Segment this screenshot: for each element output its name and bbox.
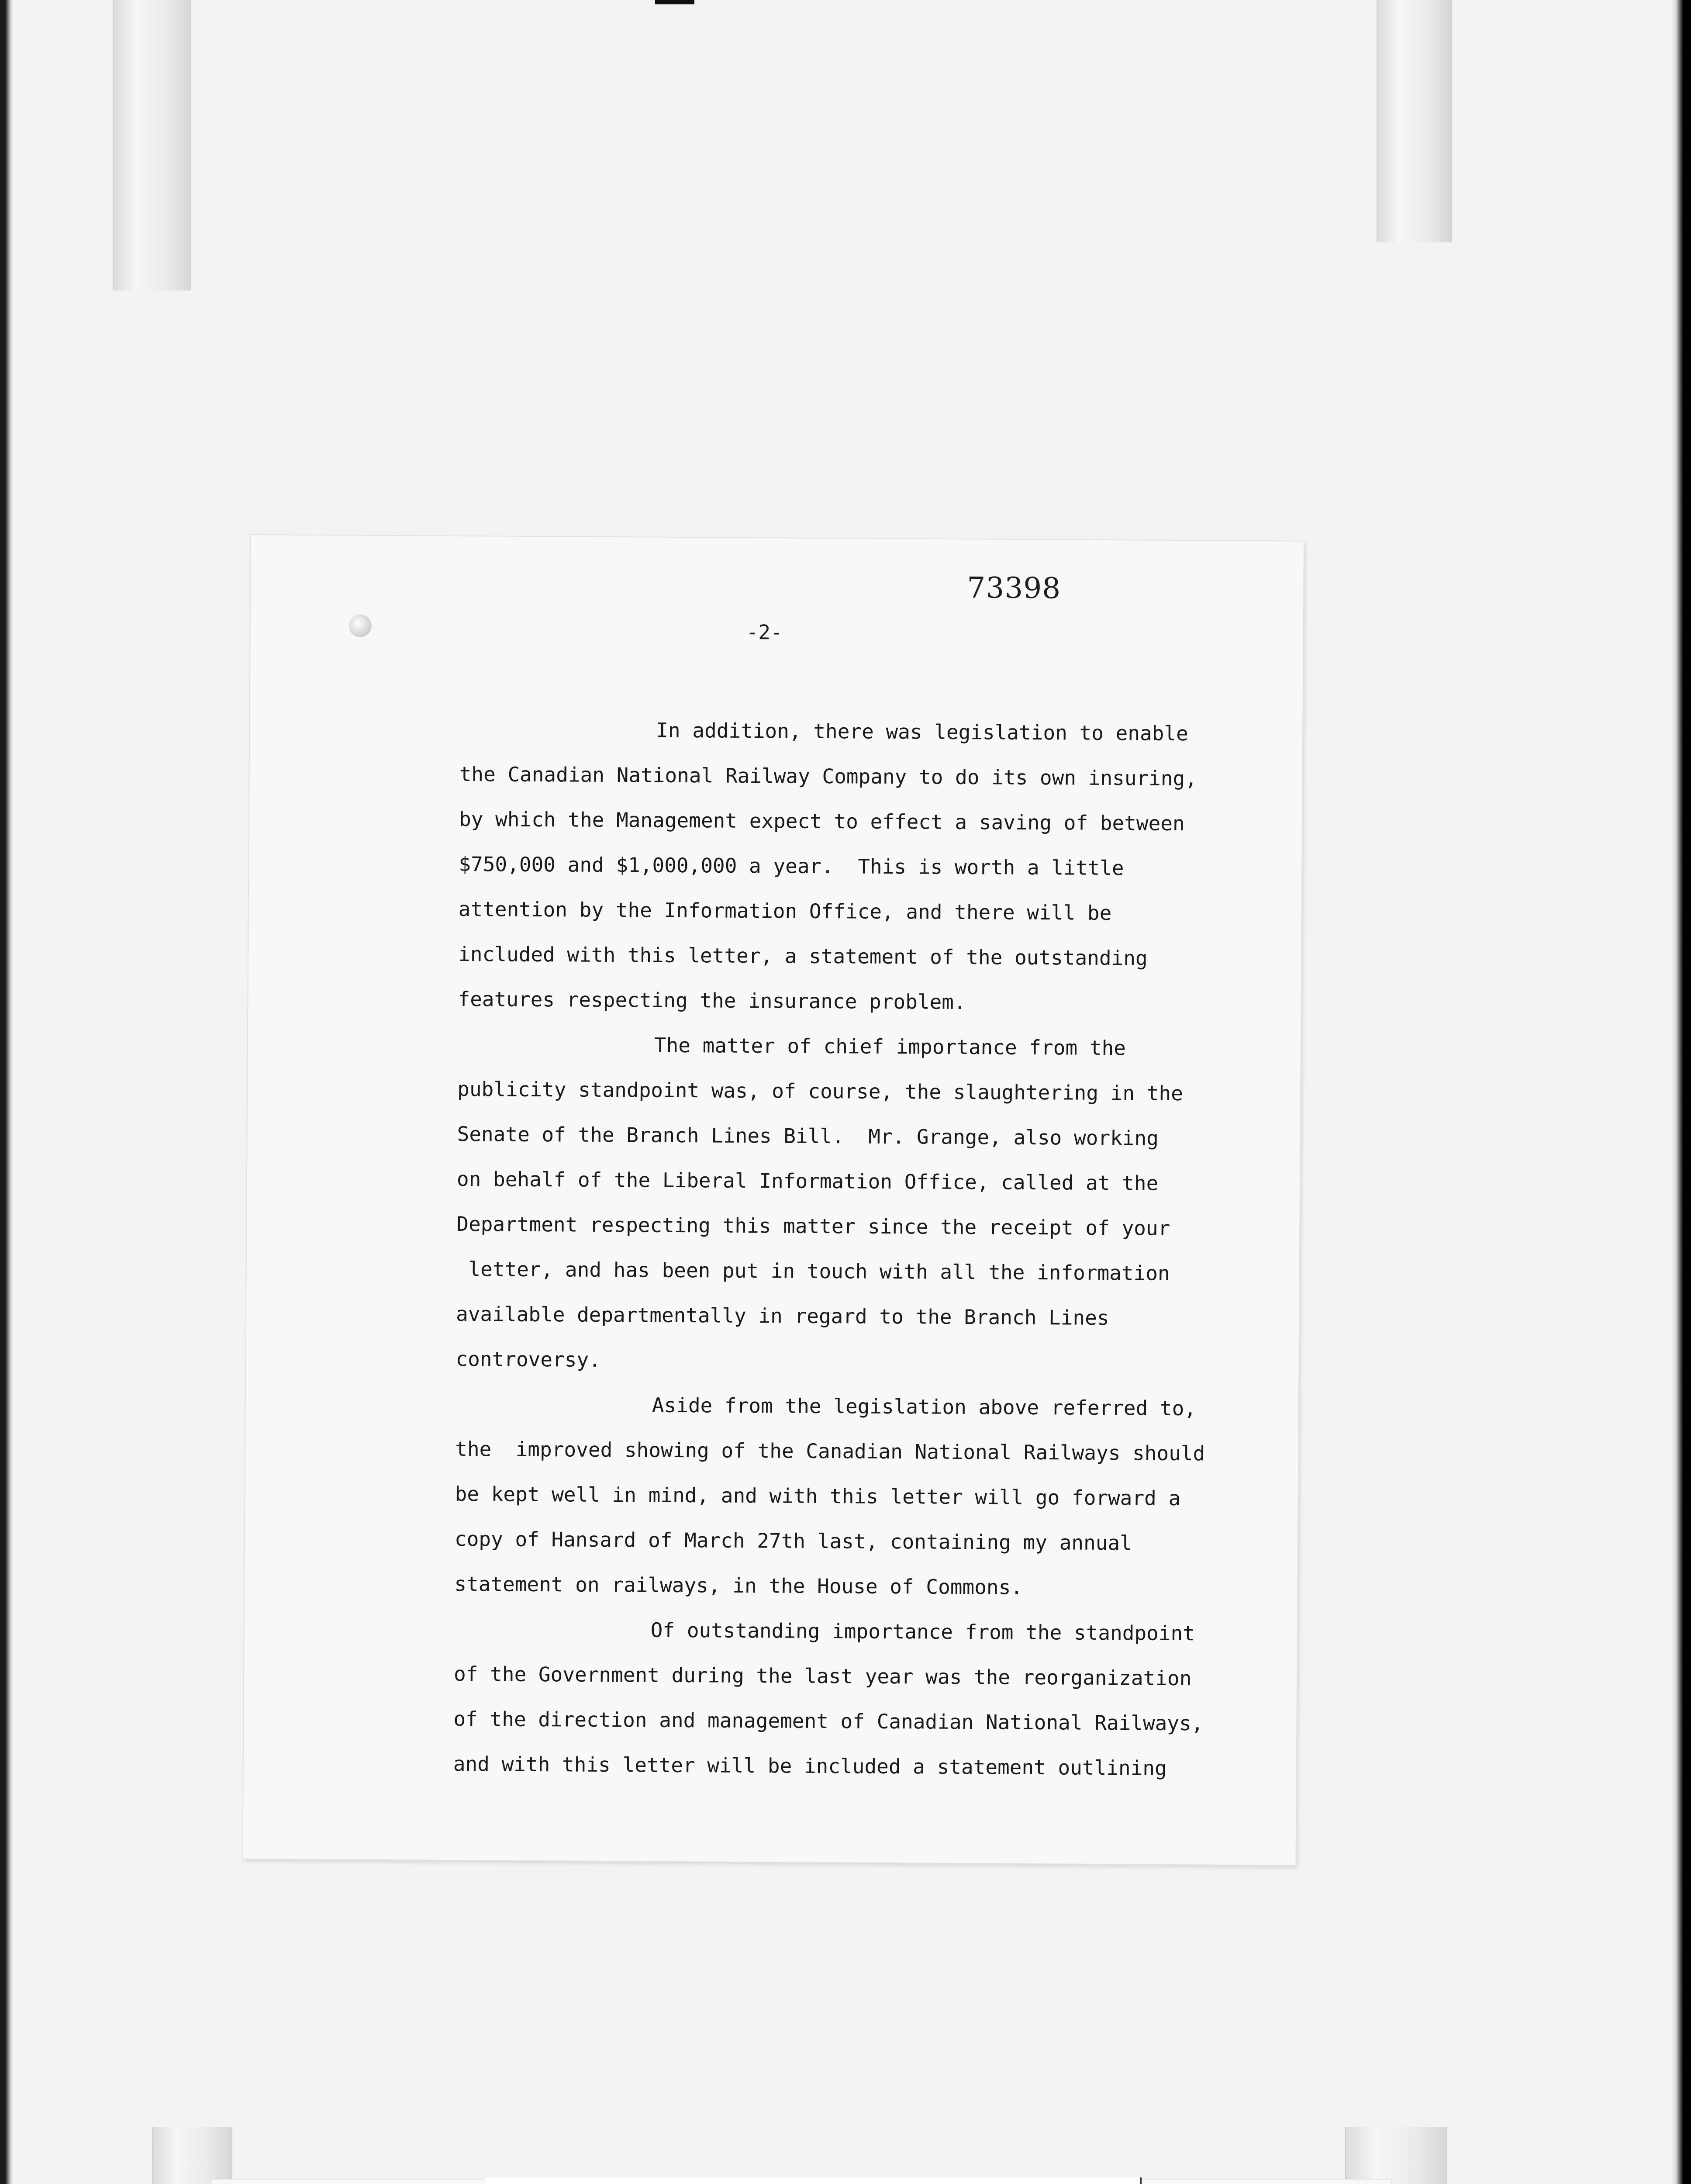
- text-line: the Canadian National Railway Company to do its own insuring,: [459, 762, 1198, 791]
- text-line: included with this letter, a statement of the outstanding: [458, 942, 1148, 970]
- document-reference-number: 73398: [967, 571, 1061, 605]
- text-line: Of outstanding importance from the standpoint: [650, 1618, 1195, 1645]
- text-line: In addition, there was legislation to enable: [656, 718, 1188, 746]
- text-line: features respecting the insurance problem.: [458, 987, 966, 1014]
- tape-strip-bottom-right: [1345, 2127, 1447, 2184]
- text-line: attention by the Information Office, and there will be: [458, 897, 1112, 925]
- tape-strip-bottom-left: [152, 2127, 232, 2184]
- collection-label-strip: [485, 2177, 1142, 2184]
- page-number: -2-: [746, 620, 783, 644]
- tape-strip-top-left: [113, 0, 191, 290]
- text-line: available departmentally in regard to the Branch Lines: [456, 1302, 1109, 1330]
- text-line: Senate of the Branch Lines Bill. Mr. Grange, also working: [457, 1122, 1159, 1150]
- text-line: publicity standpoint was, of course, the slaughtering in the: [457, 1077, 1184, 1106]
- tape-strip-top-right: [1377, 0, 1452, 242]
- text-line: by which the Management expect to effect a saving of between: [459, 807, 1185, 836]
- text-line: on behalf of the Liberal Information Office, called at the: [456, 1167, 1159, 1195]
- text-line: letter, and has been put in touch with all the information: [456, 1257, 1170, 1285]
- document-page: [243, 535, 1303, 1865]
- text-line: controversy.: [456, 1347, 601, 1372]
- text-line: and with this letter will be included a statement outlining: [453, 1752, 1167, 1780]
- text-line: the improved showing of the Canadian National Railways should: [455, 1437, 1205, 1465]
- text-line: The matter of chief importance from the: [654, 1033, 1126, 1060]
- letter-body: [453, 707, 1290, 1792]
- text-line: Department respecting this matter since the receipt of your: [456, 1212, 1170, 1240]
- film-edge-right: [1672, 0, 1691, 2184]
- punch-hole: [349, 614, 372, 637]
- film-edge-left: [0, 0, 13, 2184]
- text-line: $750,000 and $1,000,000 a year. This is worth a little: [459, 852, 1124, 880]
- text-line: of the Government during the last year was the reorganization: [453, 1662, 1192, 1690]
- film-mark-top: [655, 0, 694, 4]
- text-line: be kept well in mind, and with this letter will go forward a: [455, 1482, 1181, 1510]
- text-line: statement on railways, in the House of Commons.: [454, 1572, 1023, 1599]
- text-line: Aside from the legislation above referred to,: [652, 1393, 1197, 1420]
- text-line: copy of Hansard of March 27th last, containing my annual: [454, 1527, 1132, 1555]
- text-line: of the direction and management of Canadian National Railways,: [453, 1707, 1204, 1735]
